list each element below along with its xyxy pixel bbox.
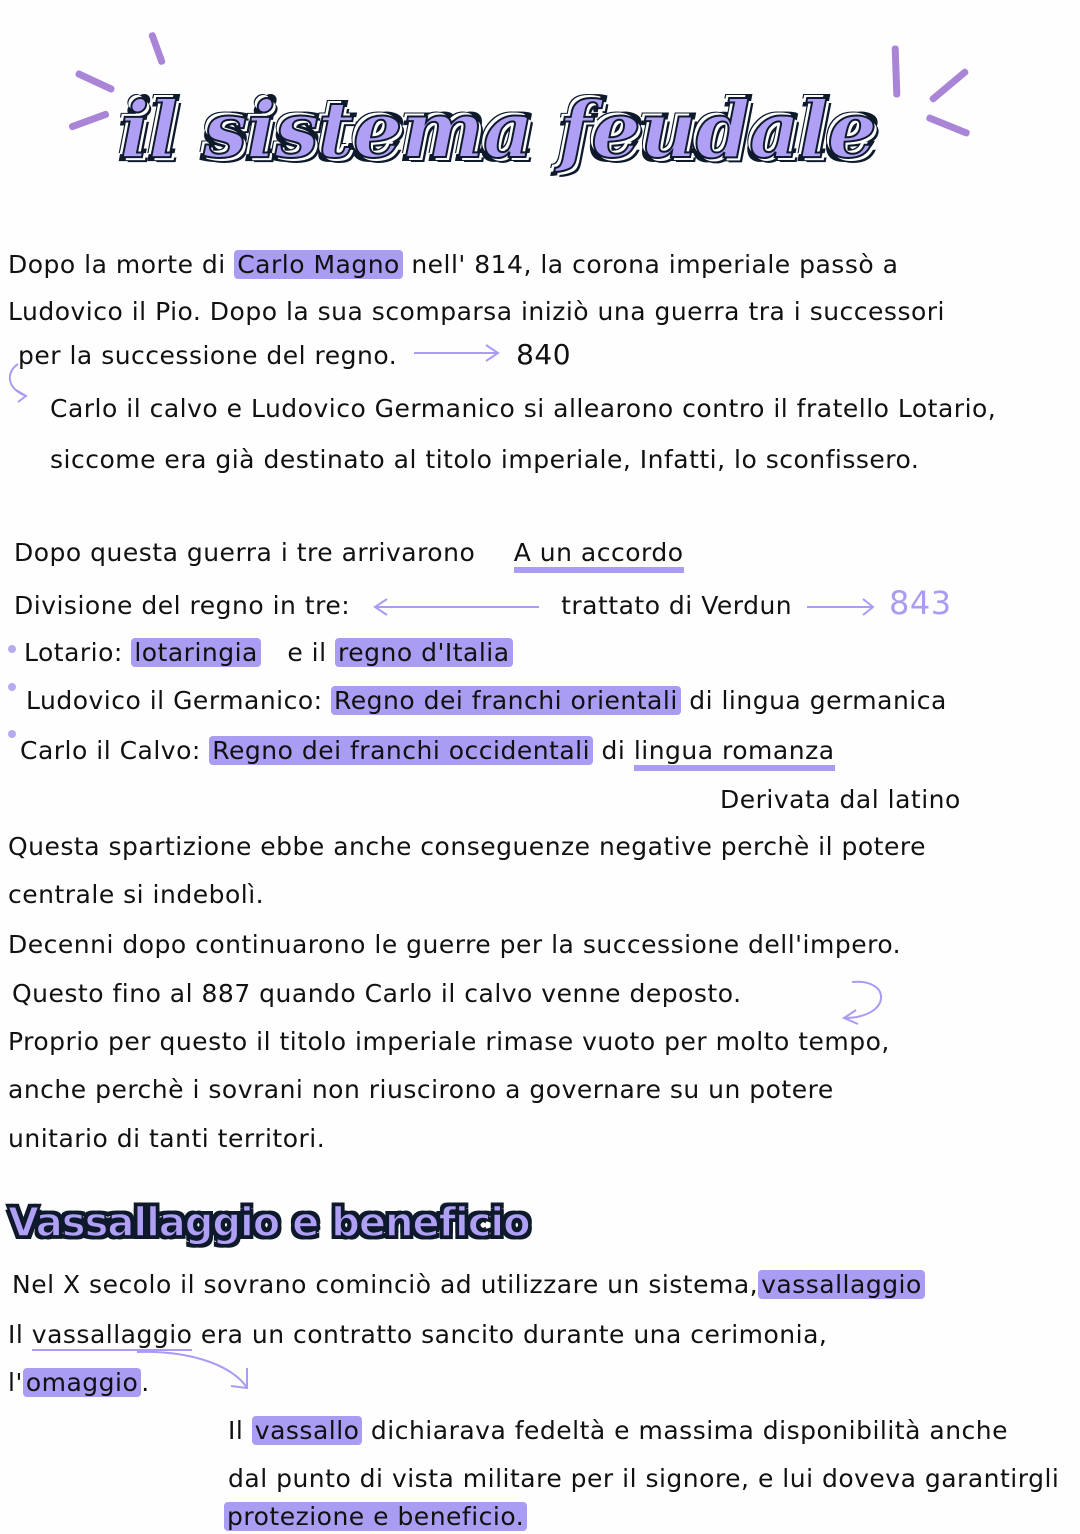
bullet-dot (8, 683, 16, 691)
sparkle-decoration (928, 67, 969, 103)
underline-vassallaggio: vassallaggio (31, 1320, 193, 1349)
highlight: regno d'Italia (335, 638, 513, 667)
paragraph-line: Questo fino al 887 quando Carlo il calvo venne deposto. (12, 979, 742, 1008)
paragraph-line: dal punto di vista militare per il signore, e lui doveva garantirgli (228, 1464, 1060, 1493)
paragraph-line: siccome era già destinato al titolo imperiale, Infatti, lo sconfissero. (50, 445, 920, 474)
highlight: Regno dei franchi orientali (331, 686, 681, 715)
text: nell' 814, la corona imperiale passò a (411, 250, 899, 279)
paragraph-line: Carlo il calvo e Ludovico Germanico si allearono contro il fratello Lotario, (50, 394, 997, 423)
text: Carlo il Calvo: (20, 736, 201, 765)
paragraph-line (224, 1500, 527, 1534)
year-840: 840 (516, 338, 572, 371)
arrow-left-icon (371, 597, 541, 617)
bullet-dot (8, 730, 16, 738)
text: era un contratto sancito durante una cerimonia, (200, 1320, 828, 1349)
highlight: lotaringia (131, 638, 261, 667)
curved-arrow-icon (4, 362, 44, 402)
annotation-note: Derivata dal latino (720, 785, 961, 814)
text: di (601, 736, 626, 765)
paragraph-line (8, 248, 898, 282)
paragraph-line (14, 586, 952, 623)
sparkle-decoration (68, 110, 110, 131)
paragraph-line: Ludovico il Pio. Dopo la sua scomparsa iniziò una guerra tra i successori (8, 297, 946, 326)
text: Dopo questa guerra i tre arrivarono (14, 538, 476, 567)
paragraph-line: Proprio per questo il titolo imperiale rimase vuoto per molto tempo, (8, 1027, 890, 1056)
text: Lotario: (24, 638, 123, 667)
paragraph-line (18, 338, 571, 373)
highlight-omaggio: omaggio (23, 1368, 141, 1397)
text: e il (287, 638, 327, 667)
text: Dopo la morte di (8, 250, 226, 279)
paragraph-line (8, 1318, 827, 1352)
paragraph-line (12, 1268, 925, 1302)
text: dichiarava fedeltà e massima disponibilità anche (370, 1416, 1009, 1445)
paragraph-line (8, 1366, 150, 1400)
sparkle-decoration (892, 45, 901, 97)
text: per la successione del regno. (18, 341, 398, 370)
curved-arrow-icon (135, 1348, 255, 1393)
arrow-right-icon (805, 597, 877, 617)
year-843: 843 (889, 584, 952, 622)
bullet-item-ludovico (26, 684, 947, 718)
underline-lingua-romanza: lingua romanza (634, 736, 835, 771)
text: Ludovico il Germanico: (26, 686, 323, 715)
curved-arrow-icon (832, 980, 892, 1030)
paragraph-line (14, 536, 684, 570)
highlight: Regno dei franchi occidentali (209, 736, 593, 765)
underline-accordo: A un accordo (514, 538, 684, 573)
bullet-item-carlo (20, 734, 835, 768)
highlight-protezione: protezione e beneficio. (224, 1502, 527, 1531)
bullet-item-lotario (24, 636, 513, 670)
text: Il (228, 1416, 244, 1445)
arrow-right-icon (412, 343, 502, 363)
text: di lingua germanica (689, 686, 947, 715)
sparkle-decoration (925, 114, 970, 138)
bullet-dot (8, 645, 16, 653)
highlight-carlo-magno: Carlo Magno (234, 250, 403, 279)
page-title: il sistema feudale (120, 85, 876, 176)
highlight-vassallo: vassallo (252, 1416, 363, 1445)
paragraph-line: Decenni dopo continuarono le guerre per la successione dell'impero. (8, 930, 902, 959)
treaty-name: trattato di Verdun (561, 591, 793, 620)
paragraph-line: Questa spartizione ebbe anche conseguenze negative perchè il potere (8, 832, 926, 861)
sparkle-decoration (74, 69, 115, 93)
paragraph-line: anche perchè i sovrani non riuscirono a governare su un potere (8, 1075, 834, 1104)
text: l' (8, 1368, 23, 1397)
paragraph-line: centrale si indebolì. (8, 880, 265, 909)
sparkle-decoration (148, 31, 166, 65)
text: Divisione del regno in tre: (14, 591, 351, 620)
section-heading: Vassallaggio e beneficio (8, 1200, 530, 1246)
paragraph-line (228, 1414, 1008, 1448)
text: Il (8, 1320, 24, 1349)
text: Nel X secolo il sovrano cominciò ad utilizzare un sistema, (12, 1270, 759, 1299)
text: . (141, 1368, 150, 1397)
highlight-vassallaggio: vassallaggio (758, 1270, 925, 1299)
paragraph-line: unitario di tanti territori. (8, 1124, 326, 1153)
